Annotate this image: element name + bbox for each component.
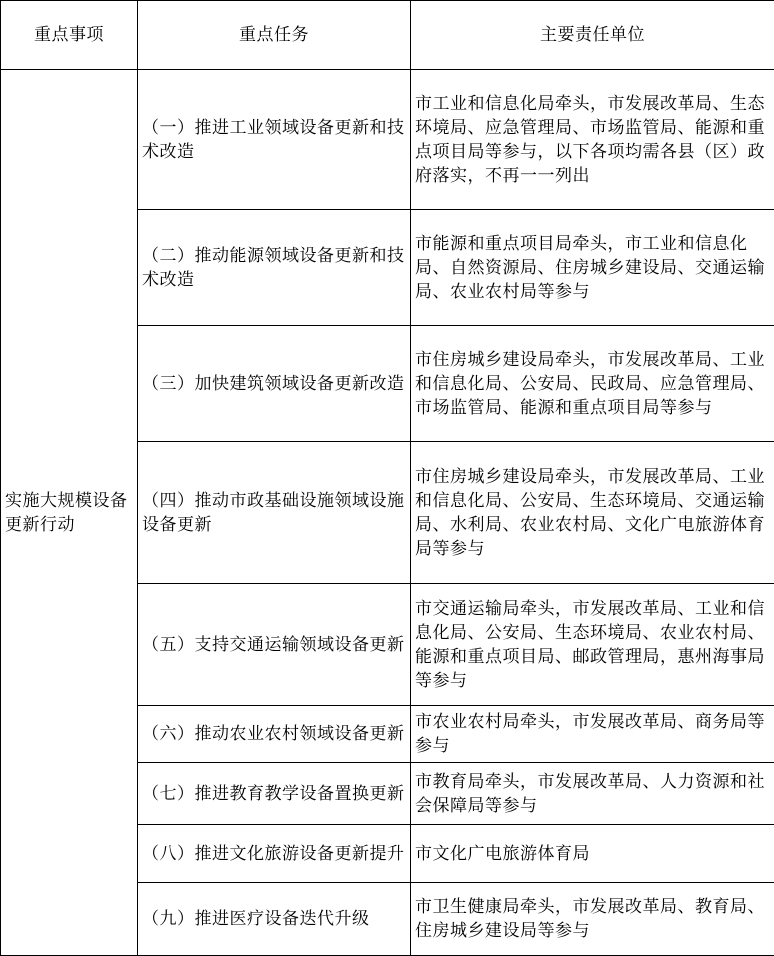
task-cell: （一）推进工业领域设备更新和技术改造 xyxy=(138,70,411,210)
unit-cell: 市住房城乡建设局牵头，市发展改革局、工业和信息化局、公安局、生态环境局、交通运输局、水利局、农业农村局、文化广电旅游体育局等参与 xyxy=(411,442,774,584)
task-cell: （八）推进文化旅游设备更新提升 xyxy=(138,825,411,883)
unit-cell: 市住房城乡建设局牵头，市发展改革局、工业和信息化局、公安局、民政局、应急管理局、市场监管局、能源和重点项目局等参与 xyxy=(411,326,774,442)
header-task: 重点任务 xyxy=(138,1,411,70)
header-unit: 主要责任单位 xyxy=(411,1,774,70)
unit-cell: 市交通运输局牵头，市发展改革局、工业和信息化局、公安局、生态环境局、农业农村局、能源和重点项目局、邮政管理局，惠州海事局等参与 xyxy=(411,584,774,706)
task-cell: （四）推动市政基础设施领域设施设备更新 xyxy=(138,442,411,584)
task-cell: （九）推进医疗设备迭代升级 xyxy=(138,883,411,956)
unit-cell: 市文化广电旅游体育局 xyxy=(411,825,774,883)
task-cell: （五）支持交通运输领域设备更新 xyxy=(138,584,411,706)
unit-cell: 市卫生健康局牵头，市发展改革局、教育局、住房城乡建设局等参与 xyxy=(411,883,774,956)
task-cell: （六）推动农业农村领域设备更新 xyxy=(138,706,411,763)
unit-cell: 市农业农村局牵头，市发展改革局、商务局等参与 xyxy=(411,706,774,763)
table-row xyxy=(1,70,774,210)
header-row xyxy=(1,1,774,70)
unit-cell: 市工业和信息化局牵头，市发展改革局、生态环境局、应急管理局、市场监管局、能源和重点项目局等参与，以下各项均需各县（区）政府落实，不再一一列出 xyxy=(411,70,774,210)
item-cell: 实施大规模设备更新行动 xyxy=(1,70,138,956)
task-cell: （二）推动能源领域设备更新和技术改造 xyxy=(138,210,411,326)
task-cell: （七）推进教育教学设备置换更新 xyxy=(138,763,411,825)
task-cell: （三）加快建筑领域设备更新改造 xyxy=(138,326,411,442)
unit-cell: 市教育局牵头，市发展改革局、人力资源和社会保障局等参与 xyxy=(411,763,774,825)
header-item: 重点事项 xyxy=(1,1,138,70)
unit-cell: 市能源和重点项目局牵头，市工业和信息化局、自然资源局、住房城乡建设局、交通运输局、农业农村局等参与 xyxy=(411,210,774,326)
